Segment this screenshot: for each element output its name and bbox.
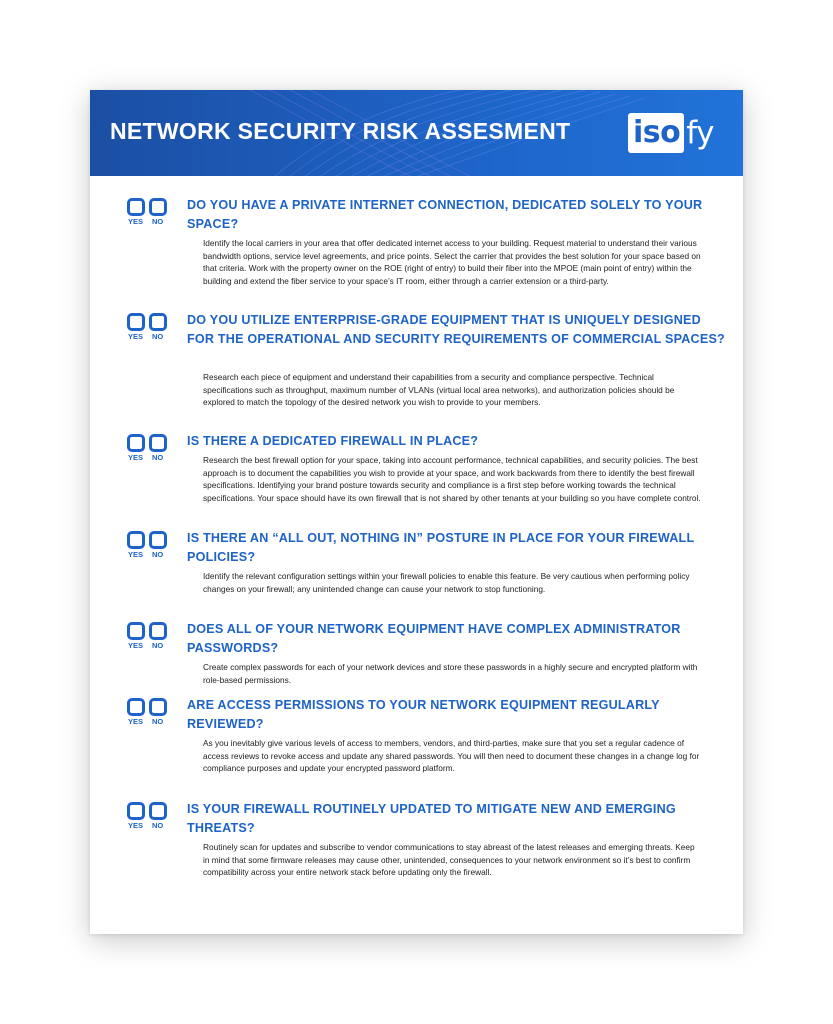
yes-label: YES xyxy=(128,821,144,830)
answer-text: Create complex passwords for each of your network devices and store these passwords in a highly secure and encrypted platform with role-based permissions. xyxy=(203,662,698,685)
no-label: NO xyxy=(152,641,164,650)
answer-text: Research the best firewall option for your space, taking into account performance, technical capabilities, and security policies. The best approach is to document the capabilities you wish to provide at your space, and work backwards from there to identify the best firewall specifications. Identifying your brand posture towards security and compliance is a first step before working towards the technical specifications. Your space should have its own firewall that is not shared by other tenants at your building so you have complete control. xyxy=(203,455,701,503)
answer-text: Identify the local carriers in your area that offer dedicated internet access to your building. Request material to understand their various bandwidth options, service level agreements, and price points. Select the carrier that provides the best solution for your space based on that criteria. Work with the property owner on the ROE (right of entry) to build their fiber into the MPOE (main point of entry) within the building and extend the fiber service to your space’s IT room, either through a carrier extension or a third-party. xyxy=(203,238,701,286)
no-label: NO xyxy=(152,550,164,559)
answer-text: Routinely scan for updates and subscribe to vendor communications to stay abreast of the latest releases and emerging threats. Keep in mind that some firmware releases may cause other, unintended, consequences to your network environment so it’s best to confirm compatibility across your entire network stack before updating only the firewall. xyxy=(203,842,695,877)
no-checkbox[interactable] xyxy=(149,198,167,216)
yes-checkbox[interactable] xyxy=(127,622,145,640)
no-label: NO xyxy=(152,453,164,462)
no-label: NO xyxy=(152,332,164,341)
answer-text: Research each piece of equipment and understand their capabilities from a security and compliance perspective. Technical specifications such as throughput, maximum number of VLANs (virtual local area networks), and authorization policies should be explored to match the topology of the desired network you wish to provide to your members. xyxy=(203,372,675,407)
no-label: NO xyxy=(152,717,164,726)
yes-label: YES xyxy=(128,717,144,726)
question-heading: IS THERE AN “ALL OUT, NOTHING IN” POSTURE IN PLACE FOR YOUR FIREWALL POLICIES? xyxy=(187,531,695,564)
no-checkbox[interactable] xyxy=(149,313,167,331)
yes-no-checkboxes xyxy=(126,311,174,341)
no-checkbox[interactable] xyxy=(149,434,167,452)
yes-checkbox[interactable] xyxy=(127,313,145,331)
no-label: NO xyxy=(152,217,164,226)
yes-no-checkboxes xyxy=(126,620,174,650)
yes-checkbox[interactable] xyxy=(127,198,145,216)
yes-checkbox[interactable] xyxy=(127,434,145,452)
question-heading: DOES ALL OF YOUR NETWORK EQUIPMENT HAVE COMPLEX ADMINISTRATOR PASSWORDS? xyxy=(187,622,681,655)
logo-mark: iso xyxy=(628,113,684,153)
no-checkbox[interactable] xyxy=(149,698,167,716)
yes-no-checkboxes xyxy=(126,196,174,226)
no-checkbox[interactable] xyxy=(149,802,167,820)
question-heading: DO YOU UTILIZE ENTERPRISE-GRADE EQUIPMENT THAT IS UNIQUELY DESIGNED FOR THE OPERATIONAL AND SECURITY REQUIREMENTS OF COMMERCIAL SPACES? xyxy=(187,313,725,346)
no-checkbox[interactable] xyxy=(149,531,167,549)
answer-text: Identify the relevant configuration settings within your firewall policies to enable this feature. Be very cautious when performing policy changes on your firewall; any unintended change can cause your network to stop functioning. xyxy=(203,571,690,594)
question-list xyxy=(90,90,743,934)
yes-label: YES xyxy=(128,641,144,650)
no-label: NO xyxy=(152,821,164,830)
answer-text: As you inevitably give various levels of access to members, vendors, and third-parties, make sure that you set a regular cadence of access reviews to revoke access and update any shared passwords. You will then need to document these changes in a change log for compliance purposes and update your encrypted password platform. xyxy=(203,738,700,773)
yes-label: YES xyxy=(128,217,144,226)
question-heading: IS THERE A DEDICATED FIREWALL IN PLACE? xyxy=(187,434,479,448)
yes-checkbox[interactable] xyxy=(127,802,145,820)
yes-no-checkboxes xyxy=(126,800,174,830)
logo-text: fy xyxy=(686,115,714,151)
question-heading: IS YOUR FIREWALL ROUTINELY UPDATED TO MITIGATE NEW AND EMERGING THREATS? xyxy=(187,802,676,835)
yes-label: YES xyxy=(128,332,144,341)
yes-checkbox[interactable] xyxy=(127,698,145,716)
question-heading: DO YOU HAVE A PRIVATE INTERNET CONNECTION, DEDICATED SOLELY TO YOUR SPACE? xyxy=(187,198,703,231)
no-checkbox[interactable] xyxy=(149,622,167,640)
page-title: NETWORK SECURITY RISK ASSESMENT xyxy=(110,118,571,144)
yes-label: YES xyxy=(128,453,144,462)
yes-checkbox[interactable] xyxy=(127,531,145,549)
yes-no-checkboxes xyxy=(126,696,174,726)
yes-no-checkboxes xyxy=(126,432,174,462)
yes-label: YES xyxy=(128,550,144,559)
yes-no-checkboxes xyxy=(126,529,174,559)
question-heading: ARE ACCESS PERMISSIONS TO YOUR NETWORK EQUIPMENT REGULARLY REVIEWED? xyxy=(187,698,660,731)
document-page xyxy=(90,90,743,934)
